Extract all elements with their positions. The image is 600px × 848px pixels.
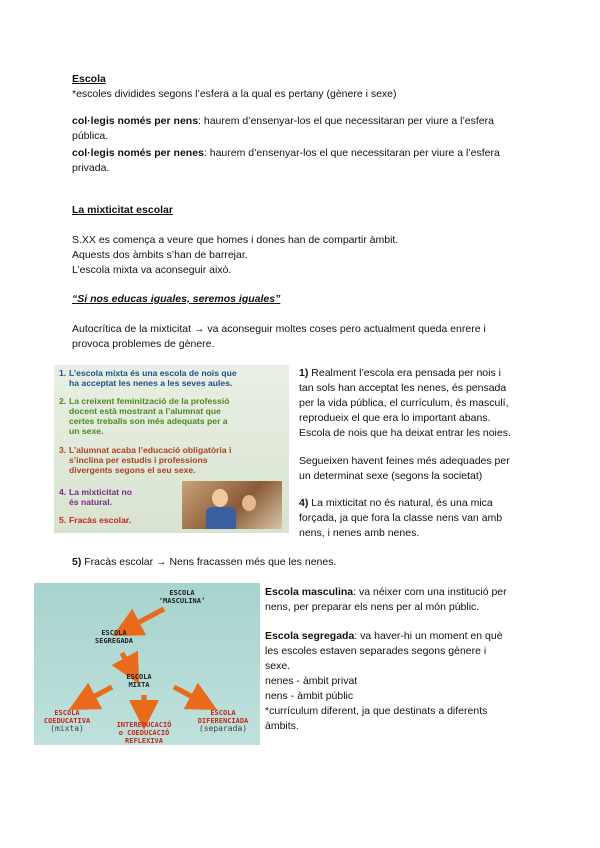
text-nens-cont: pública. (72, 130, 109, 142)
text-nenes: : haurem d’ensenyar-los el que necessitaran per viure a l’esfera (203, 147, 500, 159)
point-4-line: La mixticitat no és natural, és una mica (311, 497, 493, 509)
segregada-line: les escoles estaven separades segons gènere i (265, 645, 487, 657)
slide-item-num: 2. (59, 396, 67, 406)
point-1-num: 1) (299, 367, 309, 379)
slide-item-line: un sexe. (69, 426, 104, 436)
segregada-line: àmbits. (265, 720, 299, 732)
slide-item-line: Fracàs escolar. (69, 515, 132, 525)
slide-item-num: 5. (59, 515, 67, 525)
school-types-diagram (34, 583, 260, 745)
slide-item-1 (59, 368, 237, 388)
label-escola-segregada: Escola segregada (265, 630, 355, 642)
node-segregada: ESCOLA SEGREGADA (95, 629, 133, 645)
text-escola-masculina: : va néixer com una institució per (353, 586, 507, 598)
text-escola-masculina-cont: nens, per preparar els nens per al món públic. (265, 601, 480, 613)
text-nenes-cont: privada. (72, 162, 110, 174)
slide-item-num: 3. (59, 445, 67, 455)
point-5-num: 5) (72, 556, 82, 568)
node-coeducativa: ESCOLA COEDUCATIVA (mixta) (43, 709, 91, 733)
point-4-num: 4) (299, 497, 309, 509)
segregada-line: *currículum diferent, ja que destinats a diferents (265, 705, 488, 717)
slide-item-line: docent està mostrant a l’alumnat que (69, 406, 221, 416)
mixticitat-line-2: Aquests dos àmbits s’han de barrejar. (72, 249, 248, 261)
point-1-line: Escola de nois que ha deixat entrar les noies. (299, 427, 511, 439)
point-1-line: reprodueix el que era lo important abans. (299, 412, 491, 424)
section-heading-escola: Escola (72, 73, 106, 85)
node-mixta: ESCOLA MIXTA (126, 673, 152, 689)
node-diferenciada: ESCOLA DIFERENCIADA (separada) (197, 709, 249, 733)
point-1b (299, 454, 510, 484)
mixticitat-line-1: S.XX es comença a veure que homes i dones han de compartir àmbit. (72, 234, 399, 246)
label-escola-masculina: Escola masculina (265, 586, 354, 598)
point-4-line: forçada, ja que fora la classe nens van amb (299, 512, 503, 524)
slide-item-line: L’escola mixta és una escola de nois que (69, 368, 237, 378)
point-1-line: tan sols han acceptat les nenes, és pensada (299, 382, 507, 394)
arrow-mixta-diferenciada (174, 687, 204, 703)
slide-item-5 (59, 515, 131, 525)
label-nens: col·legis només per nens (72, 115, 199, 127)
slide-item-line: La creixent feminització de la professió (69, 396, 230, 406)
point-4-line: nens, i nenes amb nenes. (299, 527, 420, 539)
classroom-photo (182, 481, 282, 529)
slide-item-line: divergents segons el seu sexe. (69, 465, 196, 475)
quote: “Si nos educas iguales, seremos iguales” (72, 293, 281, 305)
paragraph-nens (72, 114, 494, 129)
slide-item-line: La mixticitat no (69, 487, 133, 497)
point-5-text: Fracàs escolar → Nens fracassen més que les nenes. (84, 556, 337, 568)
point-4 (299, 496, 502, 541)
node-coeducativa-sub: (mixta) (50, 724, 84, 733)
slide-item-line: ha acceptat les nenes a les seves aules. (69, 378, 233, 388)
slide-item-2 (59, 396, 229, 436)
arrow-mixta-coeducativa (82, 687, 112, 703)
label-nenes: col·legis només per nenes (72, 147, 204, 159)
text-nens: : haurem d’ensenyar-los el que necessitaran per viure a l’esfera (198, 115, 494, 127)
paragraph-escola-masculina (265, 585, 507, 615)
slide-item-4 (59, 487, 132, 507)
slide-item-num: 4. (59, 487, 67, 497)
slide-item-line: certes treballs son més adequats per a (69, 416, 228, 426)
escola-description: *escoles dividides segons l’esfera a la qual es pertany (gènere i sexe) (72, 88, 397, 100)
point-1 (299, 366, 511, 441)
segregada-line: nenes - àmbit privat (265, 675, 358, 687)
point-1-line: Realment l’escola era pensada per nois i (311, 367, 501, 379)
point-1b-line: Segueixen havent feines més adequades per (299, 455, 510, 467)
autocritica-line-2: provoca problemes de gènere. (72, 338, 215, 350)
point-5 (72, 555, 336, 570)
arrow-masculina-segregada (126, 609, 164, 629)
section-heading-mixticitat: La mixticitat escolar (72, 204, 173, 216)
autocritica-line-1: Autocrítica de la mixticitat → va aconseguir moltes coses pero actualment queda enrere i (72, 323, 486, 335)
point-1b-line: un determinat sexe (segons la societat) (299, 470, 483, 482)
segregada-line: nens - àmbit públic (265, 690, 354, 702)
slide-item-3 (59, 445, 231, 475)
paragraph-escola-segregada (265, 629, 503, 734)
slide-item-line: s’inclina per estudis i professions (69, 455, 208, 465)
mixticitat-line-3: L’escola mixta va aconseguir això. (72, 264, 232, 276)
slide-item-line: L’alumnat acaba l’educació obligatòria i (69, 445, 232, 455)
slide-item-line: és natural. (69, 497, 112, 507)
slide-item-num: 1. (59, 368, 67, 378)
point-1-line: per la vida pública, el currículum, és masculí, (299, 397, 509, 409)
paragraph-nenes (72, 146, 500, 161)
arrow-segregada-mixta (122, 653, 132, 671)
node-diferenciada-sub: (separada) (198, 724, 248, 733)
segregada-line: sexe. (265, 660, 291, 672)
text-escola-segregada: : va haver-hi un moment en què (354, 630, 503, 642)
node-interedu: INTEREDUCACIÓ o COEDUCACIÓ REFLEXIVA (116, 721, 172, 745)
slide-image (54, 365, 289, 533)
node-masculina: ESCOLA ‘MASCULINA’ (158, 589, 206, 605)
